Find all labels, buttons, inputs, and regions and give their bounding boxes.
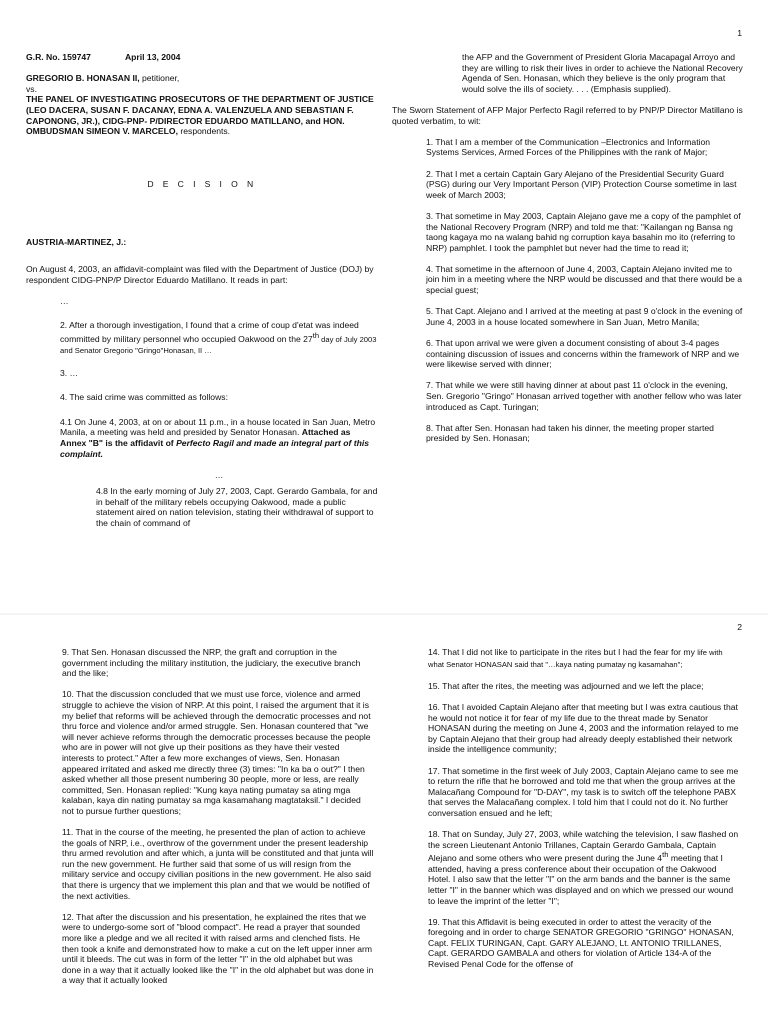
item14-text-b: life with what Senator HONASAN said that "…kaya nating pumatay ng kasamahan"; xyxy=(428,648,723,669)
document-page-2 xyxy=(0,615,768,1024)
petitioner-role: petitioner, xyxy=(139,73,180,84)
list-item-18 xyxy=(428,829,740,906)
justice-name: AUSTRIA-MARTINEZ, J.: xyxy=(26,237,127,248)
item41-text-b: Attached as Annex "B" is the affidavit of xyxy=(60,427,351,448)
item41-text-a: 4.1 On June 4, 2003, at on or about 11 p.m., in a house located in San Juan, Metro Manila, a meeting was held and presided by Senator Honasan. xyxy=(60,416,376,438)
intro-paragraph: On August 4, 2003, an affidavit-complaint was filed with the Department of Justice (DOJ) by respondent CIDG-PNP/P Director Eduardo Matillano. It reads in part: xyxy=(26,263,374,285)
item18-text-b: meeting that I attended, having a press conference about their occupation of the Oakwood Hotel. I also saw that the letter "I" on the arm bands and the banner is the same letter "I" in the banner which was displayed and on which we pressed our wound to leave the imprint of the letter "I"; xyxy=(428,853,734,906)
respondents-block xyxy=(26,94,378,136)
case-header xyxy=(26,52,378,63)
quote-continuation: the AFP and the Government of President Gloria Macapagal Arroyo and they are willing to risk their lives in order to achieve the National Recovery Agenda of Sen. Honasan, which they believe is the only program that would solve the ills of society. . . . (Emphasis supplied). xyxy=(462,52,743,94)
complaint-item-2 xyxy=(26,320,378,357)
list-item: 3. That sometime in May 2003, Captain Alejano gave me a copy of the pamphlet of the National Recovery Program (NRP) and told me that: "Kailangan ng Bansa ng taong kagaya mo na walang bahid ng corruption kaya basahin mo ito (referring to NRP) pamphlet. I took the pamphlet but never had the time to read it; xyxy=(426,210,741,253)
item41-text-c: Perfecto Ragil and made an integral part of this complaint. xyxy=(60,437,369,459)
page2-right-column xyxy=(428,647,740,980)
case-number: G.R. No. 159747 xyxy=(26,52,91,62)
list-item: 16. That I avoided Captain Alejano after that meeting but I was extra cautious that he would not notice it for fear of my life due to the threat made by Senator HONASAN during the meeting on June 4, 2003 and the information relayed to me by Captain Alejano that their group had already deeply established their network inside the intelligence community; xyxy=(428,701,739,755)
list-item: 4. That sometime in the afternoon of June 4, 2003, Captain Alejano invited me to join him in a meeting where the NRP would be discussed and that there would be a special guest; xyxy=(426,263,743,296)
page-number: 1 xyxy=(737,28,742,38)
respondents-names: THE PANEL OF INVESTIGATING PROSECUTORS OF THE DEPARTMENT OF JUSTICE (LEO DACERA, SUSAN F. DACANAY, EDNA A. VALENZUELA AND SEBASTIAN F. CAPONONG, JR.), CIDG-PNP- P/DIRECTOR EDUARDO MATILLANO, and HON. OMBUDSMAN SIMEON V. MARCELO, xyxy=(26,94,374,137)
complaint-item-4-1 xyxy=(26,417,378,459)
list-item: 9. That Sen. Honasan discussed the NRP, the graft and corruption in the government including the military institution, the judiciary, the executive branch and the like; xyxy=(62,647,361,679)
page-number: 2 xyxy=(737,622,742,632)
case-date: April 13, 2004 xyxy=(124,52,181,62)
list-item: 15. That after the rites, the meeting was adjourned and we left the place; xyxy=(428,680,704,691)
list-item: 12. That after the discussion and his presentation, he explained the rites that we were to undergo-some sort of "blood compact". He read a prayer that sounded more like a pledge and we all recited it with raised arms and clenched fists. He then took a knife and demonstrated how to make a cut on the left upper inner arm until it bleeds. The cut was in form of the letter "I" in the old alphabet but was done in a way that it actually looked like the "I" in the old alphabet but was done in a way that it actually looked xyxy=(62,911,374,986)
page2-left-column xyxy=(62,647,374,997)
complaint-item-3: 3. … xyxy=(60,367,79,378)
list-item: 6. That upon arrival we were given a document consisting of about 3-4 pages containing discussion of issues and concerns within the framework of NRP and we were likewise served with dinner; xyxy=(426,338,740,370)
list-item: 17. That sometime in the first week of July 2003, Captain Alejano came to see me to return the rifle that he borrowed and told me that when the group arrives at the Malacañang Compound for "D-DAY", my task is to switch off the telephone PABX that serves the Malacañang complex. I told him that I could not do it. No further conversation ensued and he left; xyxy=(428,765,739,818)
versus: vs. xyxy=(26,83,37,94)
respondents-role: respondents. xyxy=(178,126,231,137)
item14-text-a: 14. That I did not like to participate in the rites but I had the fear for my xyxy=(428,647,698,657)
list-item: 8. That after Sen. Honasan had taken his dinner, the meeting proper started presided by Sen. Honasan; xyxy=(426,422,714,444)
decision-heading: D E C I S I O N xyxy=(147,178,257,189)
list-item: 10. That the discussion concluded that we must use force, violence and armed struggle to achieve the vision of NRP. At this point, I raised the argument that it is my belief that reforms will be achieved through the democratic processes and not thru force and violence and/or armed struggle. Sen. Honasan countered that "we will never achieve reforms through the democratic processes because the people who are in power will not give up their positions as they have their vested interests to protect." After a few more exchanges of views, Sen. Honasan appeared irritated and asked me directly three (3) times: "In ka ba o out?" I then asked whether all those present numbering 30 people, more or less, are really committed, Sen. Honasan replied: "Kung kaya nating pumatay sa ating mga kalaban, kaya din nating pumatay sa mga kasamahang magtataksil." I decided not to pursue further questions; xyxy=(62,689,371,816)
page1-right-column xyxy=(392,52,744,455)
list-item: 1. That I am a member of the Communication –Electronics and Information Systems Services, Armed Forces of the Philippines with the rank of Major; xyxy=(426,136,711,158)
list-item: 19. That this Affidavit is being executed in order to attest the veracity of the foregoing and in order to charge SENATOR GREGORIO "GRINGO" HONASAN, Capt. FELIX TURINGAN, Capt. GARY ALEJANO, Lt. ANTONIO TRILLANES, Capt. GERARDO GAMBALA and others for violation of Article 134-A of the Revised Penal Code for the offense of xyxy=(428,916,734,970)
list-item-14 xyxy=(428,647,740,670)
ellipsis: … xyxy=(60,295,69,306)
list-item: 2. That I met a certain Captain Gary Alejano of the Presidential Security Guard (PSG) during our Very Important Person (VIP) Protection Course sometime in last week of March 2003; xyxy=(426,168,737,200)
item2-superscript: th xyxy=(312,330,320,340)
sworn-statement-intro: The Sworn Statement of AFP Major Perfecto Ragil referred to by PNP/P Director Matillano is quoted verbatim, to wit: xyxy=(392,104,743,126)
list-item: 5. That Capt. Alejano and I arrived at the meeting at past 9 o'clock in the evening of June 4, 2003 in a house located somewhere in San Juan, Metro Manila; xyxy=(426,306,743,327)
petitioner-name: GREGORIO B. HONASAN II, xyxy=(26,73,140,84)
ellipsis: … xyxy=(214,469,224,480)
page1-left-column xyxy=(26,52,378,529)
item18-superscript: th xyxy=(662,850,669,860)
item2-text-b: day of July 2003 and Senator Gregorio "Gringo"Honasan, II … xyxy=(60,334,377,356)
complaint-item-4: 4. The said crime was committed as follows: xyxy=(60,392,228,403)
complaint-item-4-8: 4.8 In the early morning of July 27, 2003, Capt. Gerardo Gambala, for and in behalf of the military rebels occupying Oakwood, made a public statement aired on nation television, stating their withdrawal of support to the chain of command of xyxy=(96,486,378,529)
list-item: 7. That while we were still having dinner at about past 11 o'clock in the evening, Sen. Gregorio "Gringo" Honasan arrived together with another fellow who was later introduced as Capt. Turingan; xyxy=(426,380,742,412)
item2-text-a: 2. After a thorough investigation, I found that a crime of coup d'etat was indeed committed by military personnel who occupied Oakwood on the 27 xyxy=(60,320,359,344)
petitioner-line xyxy=(26,73,378,84)
list-item: 11. That in the course of the meeting, he presented the plan of action to achieve the goals of NRP, i.e., overthrow of the government under the present leadership thru armed revolution and after which, a junta will be constituted and that junta will run the new government. He further said that some of us will resign from the military service and occupy civilian positions in the new government. He also said that there is urgency that we implement this plan and that we would be notified of the next activities. xyxy=(62,827,374,901)
item18-text-a: 18. That on Sunday, July 27, 2003, while watching the television, I saw flashed on the screen Lieutenant Antonio Trillanes, Captain Gerardo Gambala, Captain Alejano and some others who were present during the June 4 xyxy=(428,829,739,864)
